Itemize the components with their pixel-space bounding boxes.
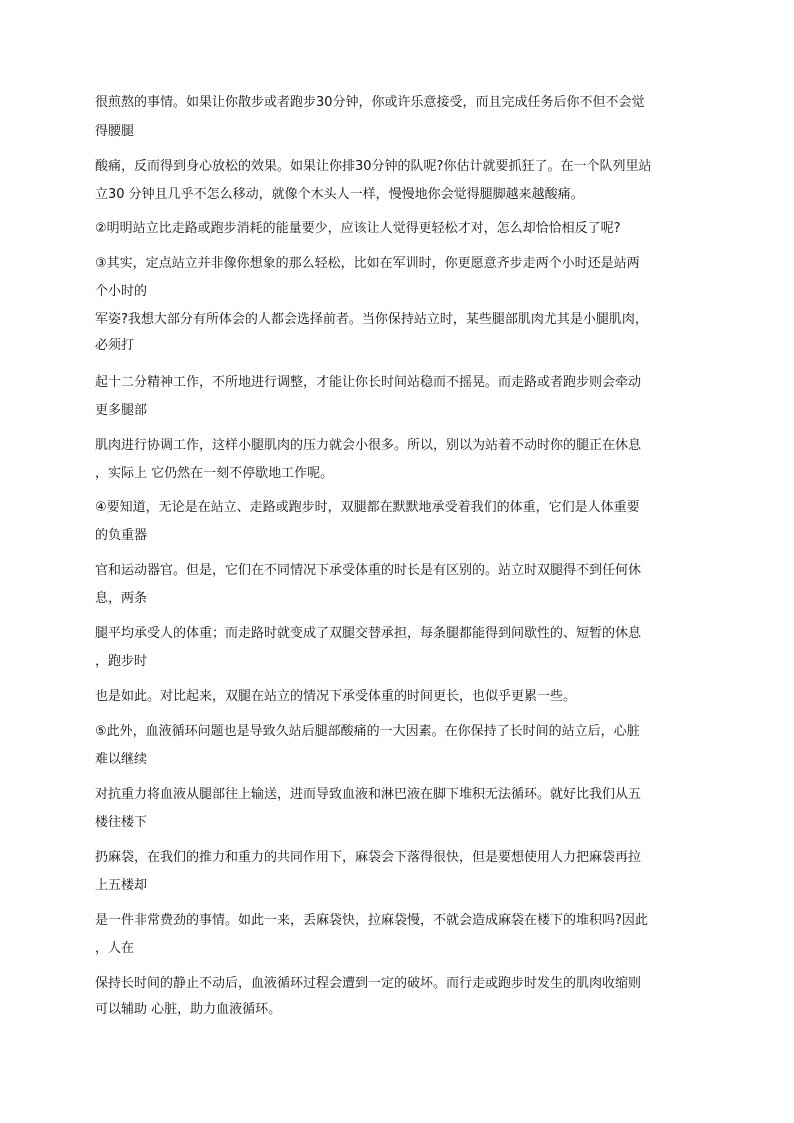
text-line: 军姿?我想大部分有所体会的人都会选择前者。当你保持站立时，某些腿部肌肉尤其是小腿肌肉， [95,312,648,327]
text-line: 酸痛，反而得到身心放松的效果。如果让你排30分钟的队呢?你估计就要抓狂了。在一个队列里站 [95,159,652,174]
text-line: 立30 分钟且几乎不怎么移动，就像个木头人一样，慢慢地你会觉得腿脚越来越酸痛。 [95,187,584,202]
text-line: ，实际上 它仍然在一刻不停歇地工作呢。 [95,466,334,481]
text-line: 是一件非常费劲的事情。如此一来，丢麻袋快，拉麻袋慢，不就会造成麻袋在楼下的堆积吗?因此 [95,913,648,928]
text-line: 个小时的 [95,284,148,299]
text-line: ②明明站立比走路或跑步消耗的能量要少，应该让人觉得更轻松才对，怎么却恰恰相反了呢? [95,221,621,236]
text-line: 腿平均承受人的体重；而走路时就变成了双腿交替承担，每条腿都能得到间歇性的、短暂的休息 [95,626,642,641]
text-line: 保持长时间的静止不动后，血液循环过程会遭到一定的破坏。而行走或跑步时发生的肌肉收缩则 [95,976,642,991]
text-line: 对抗重力将血液从腿部往上输送，进而导致血液和淋巴液在脚下堆积无法循环。就好比我们从五 [95,787,642,802]
text-line: 也是如此。对比起来，双腿在站立的情况下承受体重的时间更长，也似乎更累一些。 [95,689,577,704]
document-page [95,0,695,1123]
text-line: 扔麻袋，在我们的推力和重力的共同作用下，麻袋会下落得很快，但是要想使用人力把麻袋再拉 [95,850,642,865]
text-line: 息，两条 [95,591,148,606]
text-line: 的负重器 [95,528,148,543]
text-line: ，跑步时 [95,654,148,669]
text-line: ④要知道，无论是在站立、走路或跑步时，双腿都在默默地承受着我们的体重，它们是人体重要 [95,500,640,515]
text-line: ，人在 [95,941,135,956]
text-line: 楼往楼下 [95,815,148,830]
text-line: 起十二分精神工作，不所地进行调整，才能让你长时间站稳而不摇晃。而走路或者跑步则会牵动 [95,375,642,390]
text-line: ⑤此外，血液循环问题也是导致久站后腿部酸痛的一大因素。在你保持了长时间的站立后，心脏 [95,724,640,739]
text-line: 更多腿部 [95,403,148,418]
text-line: 得腰腿 [95,124,135,139]
text-line: 难以继续 [95,752,148,767]
text-line: 可以辅助 心脏，助力血液循环。 [95,1002,282,1017]
text-line: 很煎熬的事情。如果让你散步或者跑步30分钟，你或许乐意接受，而且完成任务后你不但不会觉 [95,95,645,110]
text-line: 上五楼却 [95,878,148,893]
text-line: 官和运动器官。但是，它们在不同情况下承受体重的时长是有区别的。站立时双腿得不到任何休 [95,563,642,578]
text-line: ③其实，定点站立并非像你想象的那么轻松，比如在军训时，你更愿意齐步走两个小时还是站两 [95,256,640,271]
text-line: 肌肉进行协调工作，这样小腿肌肉的压力就会小很多。所以，别以为站着不动时你的腿正在休息 [95,438,642,453]
text-line: 必须打 [95,338,135,353]
